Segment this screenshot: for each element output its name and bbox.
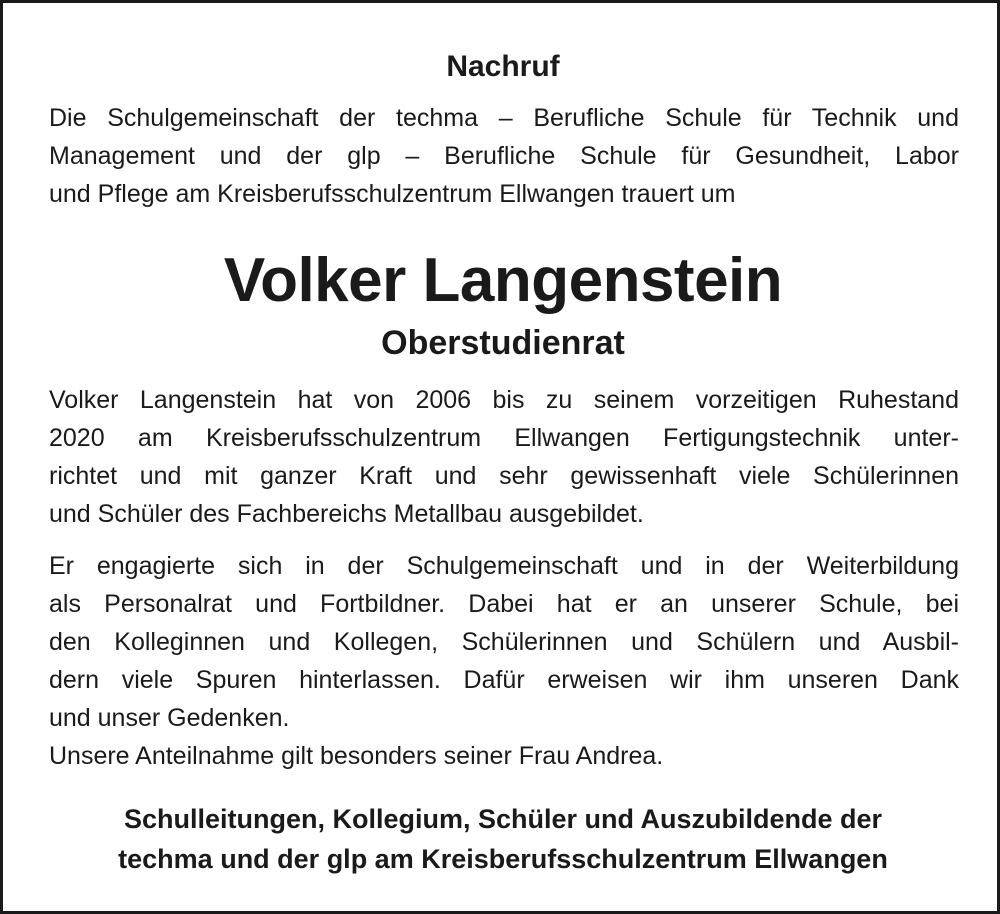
deceased-name: Volker Langenstein: [223, 246, 783, 315]
intro-line: Die Schulgemeinschaft der techma – Berufliche Schule für Technik und: [49, 104, 959, 132]
engagement-paragraph: [49, 547, 959, 737]
text-line: Volker Langenstein hat von 2006 bis zu seinem vorzeitigen Ruhestand: [49, 386, 959, 414]
text-line: dern viele Spuren hinterlassen. Dafür erweisen wir ihm unseren Dank: [49, 666, 959, 694]
signature-line: Schulleitungen, Kollegium, Schüler und Auszubildende der: [123, 804, 883, 834]
text-line: richtet und mit ganzer Kraft und sehr gewissenhaft viele Schülerinnen: [49, 462, 959, 490]
condolence-paragraph: [49, 737, 959, 775]
signature-block: [3, 799, 1000, 879]
text-line: den Kolleginnen und Kollegen, Schülerinnen und Schülern und Ausbil-: [49, 628, 959, 656]
text-line: Unsere Anteilnahme gilt besonders seiner Frau Andrea.: [49, 742, 664, 770]
text-line: und Schüler des Fachbereichs Metallbau ausgebildet.: [49, 500, 644, 528]
intro-text: [49, 99, 959, 213]
biography-paragraph: [49, 381, 959, 533]
signature-line: techma und der glp am Kreisberufsschulzentrum Ellwangen: [118, 844, 888, 874]
text-line: Er engagierte sich in der Schulgemeinschaft und in der Weiterbildung: [49, 552, 959, 580]
deceased-title: Oberstudienrat: [381, 324, 625, 362]
text-line: und unser Gedenken.: [49, 704, 290, 732]
text-line: als Personalrat und Fortbildner. Dabei hat er an unserer Schule, bei: [49, 590, 959, 618]
intro-line: und Pflege am Kreisberufsschulzentrum Ellwangen trauert um: [49, 180, 736, 208]
text-line: 2020 am Kreisberufsschulzentrum Ellwangen Fertigungstechnik unter-: [49, 424, 959, 452]
notice-heading: Nachruf: [446, 50, 560, 83]
intro-line: Management und der glp – Berufliche Schule für Gesundheit, Labor: [49, 142, 959, 170]
